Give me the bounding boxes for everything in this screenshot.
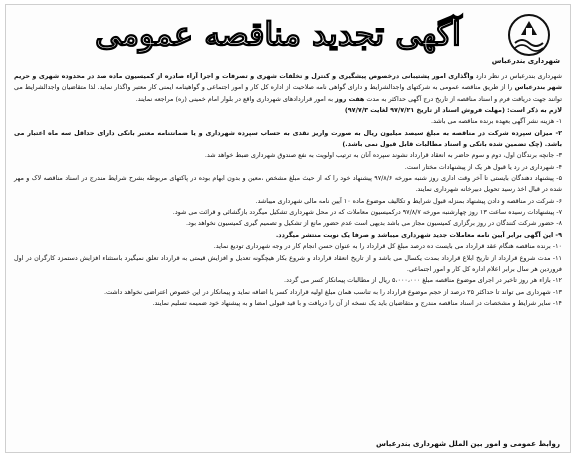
notice-body [14, 71, 562, 309]
notice-title: آگهی تجدید مناقصه عمومی [95, 15, 461, 53]
condition-item: ۱۱- مدت شروع قرارداد از تاریخ ابلاغ قرارداد بمدت یکسال می باشد و از تاریخ انعقاد قرارداد و شروع بکار هیچگونه تعدیل و افزایش قیمتی به قرارداد تعلق نمیگیرد باستثناء افزایش دستمزد کارگران در اول فروردین هر سال برابر اعلام اداره کل کار و امور اجتماعی. [14, 253, 562, 273]
municipality-logo [491, 13, 560, 69]
tender-notice [5, 4, 571, 453]
intro-text-1: شهرداری بندرعباس در نظر دارد [473, 72, 562, 80]
footer-signature: روابط عمومی و امور بین الملل شهرداری بندرعباس [376, 439, 560, 448]
intro-text-2: را از طریق مناقصه عمومی به شرکتهای واجدالشرایط و دارای گواهی نامه صلاحیت از اداره کل کار و امور اجتماعی و گواهینامه ایمنی کار معتبر واگذار نماید. لذا متقاضیان واجدالشرایط می توانند جهت دریافت فرم و اسناد مناقصه از تاریخ درج آگهی حداکثر به مدت [14, 83, 562, 103]
intro-text-3: به امور قراردادهای شهرداری واقع در بلوار امام خمینی (ره) مراجعه نمایند. [135, 94, 336, 103]
condition-item: ۱۴- سایر شرایط و مشخصات در اسناد مناقصه مندرج و متقاضیان باید یک نسخه از آن را دریافت و با قید قبولی امضا و به پیشنهاد خود ضمیمه تسلیم نمایند. [152, 298, 562, 307]
condition-item: ۲- میزان سپرده شرکت در مناقصه به مبلغ سیصد میلیون ریال به صورت واریز نقدی به حساب سپرده شهرداری و یا ضمانتنامه معتبر بانکی دارای حداقل سه ماه اعتبار می باشد. (چک تضمین شده بانکی و اسناد مطالبات قابل قبول نمی باشد.) [14, 128, 562, 149]
condition-item: ۱۲- بازاء هر روز تاخیر در اجرای موضوع مناقصه مبلغ ۵،۰۰۰،۰۰۰ ریال از مطالبات پیمانکار کسر می گردد. [284, 276, 562, 285]
intro-duration: هفت روز [335, 94, 365, 103]
condition-item: ۳- جانچه برندگان اول، دوم و سوم حاضر به انعقاد قرارداد نشوند سپرده آنان به ترتیب اولویت به نفع صندوق شهرداری ضبط خواهد شد. [204, 151, 562, 160]
condition-item: ۴- شهرداری در رد یا قبول هر یک از پیشنهادات مختار است. [404, 162, 562, 171]
intro-subject: واگذاری امور پشتیبانی درخصوص پیشگیری و کنترل و تخلفات شهری و تصرفات و اجرا آراء صادره از کمیسیون ماده صد در محدوده شهری و حریم شهر بندرعباس [14, 72, 562, 92]
deadline-note: لازم به ذکر است: (مهلت فروش اسناد از تاریخ ۹۷/۷/۲۱ لغایت ۹۷/۷/۳) [344, 106, 562, 115]
condition-item: ۵- پیشنهاد دهندگان بایستی تا آخر وقت اداری روز شنبه مورخه ۹۷/۸/۶ پیشنهاد خود را که از حیث مبلغ مشخص ،معین و بدون ابهام بوده در پاکتهای مربوطه بشرح شرایط مندرج در اسناد مناقصه لاک و مهر شده در قبال اخذ رسید تحویل دبیرخانه شهرداری نمایند. [14, 174, 562, 194]
condition-item: ۷- پیشنهادات رسیده ساعت ۱۳ روز چهارشنبه مورخه ۹۷/۸/۷ درکمیسیون معاملات که در محل شهرداری تشکیل میگردد بازگشائی و قرائت می شود. [172, 208, 562, 217]
municipality-emblem-icon [507, 13, 551, 57]
condition-item: ۸- حضور شرکت کنندگان در روز برگزاری کمیسیون مجاز می باشد بدیهی است عدم حضور مانع از تشکیل و تصمیم گیری کمیسیون نخواهد بود. [186, 219, 562, 228]
condition-item: ۶- شرکت در مناقصه و دادن پیشنهاد بمنزله قبول شرایط و تکالیف موضوع ماده ۱۰ آیین نامه مالی شهرداری میباشد. [255, 196, 562, 205]
condition-item: ۱۰- برنده مناقصه هنگام عقد قرارداد می بایست ده درصد مبلغ کل قرارداد را به عنوان حسن انجام کار در وجه شهرداری تودیع نماید. [213, 242, 562, 251]
logo-caption: شهرداری بندرعباس [491, 57, 560, 65]
condition-item: ۱- هزینه نشر آگهی بعهده برنده مناقصه می باشد. [431, 117, 562, 126]
conditions-list [14, 116, 562, 309]
intro-paragraph [14, 71, 562, 105]
condition-item: ۹- این آگهی برابر آیین نامه معاملات جدید شهرداری میباشد و صرفا یک نوبت منتشر میگردد. [275, 230, 562, 239]
condition-item: ۱۳- شهرداری می تواند تا حداکثر ۲۵ درصد از حجم موضوع قرارداد را به تناسب همان مبلغ اولیه قرارداد کسر یا اضافه نماید و پیمانکار در این خصوص اعتراضی نخواهد داشت. [103, 287, 562, 296]
